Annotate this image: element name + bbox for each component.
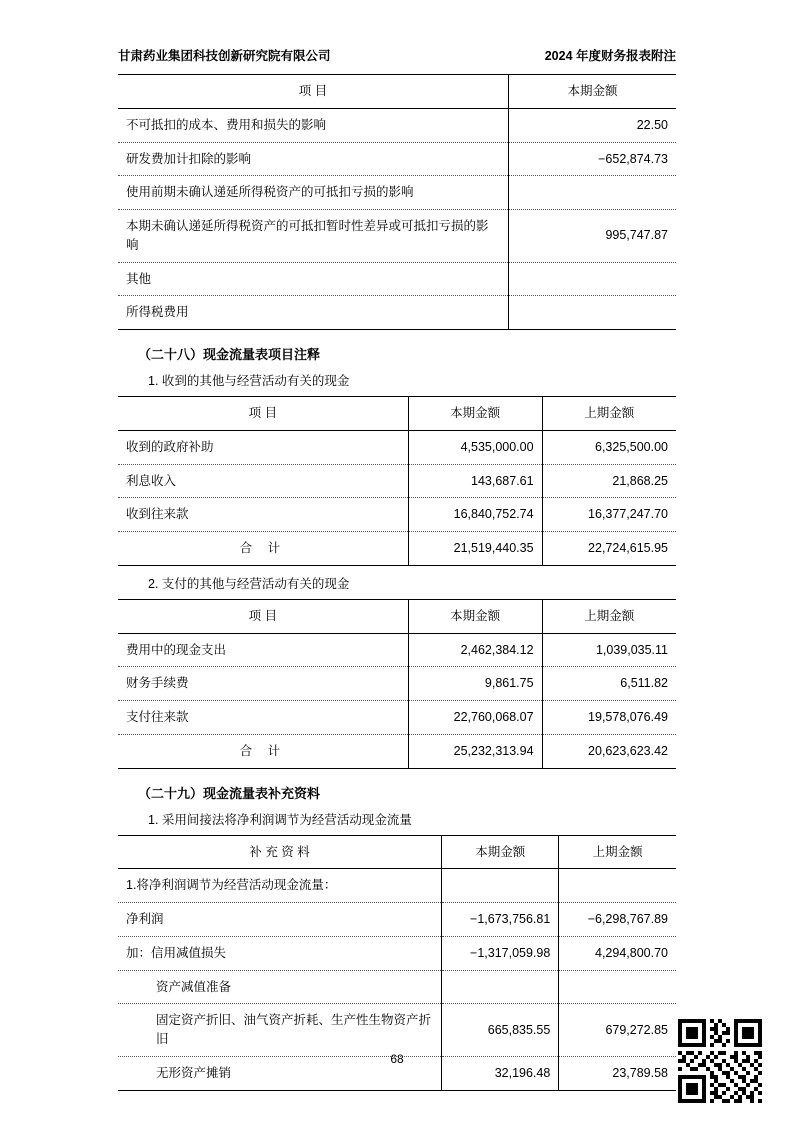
row-current-amount: 143,687.61	[408, 464, 542, 498]
other-cash-received-table	[118, 396, 676, 566]
row-item-label: 费用中的现金支出	[118, 633, 408, 667]
column-header-previous: 上期金额	[559, 835, 676, 869]
row-item-label: 财务手续费	[118, 667, 408, 701]
row-item-label: 无形资产摊销	[118, 1056, 442, 1090]
row-previous-amount	[559, 869, 676, 903]
row-item-label: 1.将净利润调节为经营活动现金流量：	[118, 869, 442, 903]
table-header-row	[118, 397, 676, 431]
qr-code	[678, 1019, 762, 1103]
table-row	[118, 701, 676, 735]
table-row	[118, 210, 676, 263]
row-previous-amount: 19,578,076.49	[542, 701, 676, 735]
total-previous-amount: 22,724,615.95	[542, 532, 676, 566]
table-row	[118, 903, 676, 937]
row-previous-amount: 6,511.82	[542, 667, 676, 701]
column-header-previous: 上期金额	[542, 397, 676, 431]
row-current-amount: 32,196.48	[442, 1056, 559, 1090]
subsection-title-28-1: 1. 收到的其他与经营活动有关的现金	[148, 374, 350, 388]
table-row	[118, 667, 676, 701]
other-cash-paid-table	[118, 599, 676, 769]
row-amount: −652,874.73	[509, 142, 676, 176]
column-header-item: 项 目	[118, 75, 509, 109]
row-previous-amount: −6,298,767.89	[559, 903, 676, 937]
row-item-label: 收到往来款	[118, 498, 408, 532]
table-row	[118, 142, 676, 176]
row-previous-amount: 6,325,500.00	[542, 430, 676, 464]
column-header-current: 本期金额	[408, 599, 542, 633]
page-header	[118, 46, 676, 68]
row-amount	[509, 176, 676, 210]
row-previous-amount: 679,272.85	[559, 1004, 676, 1057]
section-title-28: （二十八）现金流量表项目注释	[138, 347, 321, 362]
row-current-amount: 16,840,752.74	[408, 498, 542, 532]
row-item-label: 固定资产折旧、油气资产折耗、生产性生物资产折旧	[118, 1004, 442, 1057]
table-row	[118, 108, 676, 142]
row-previous-amount: 4,294,800.70	[559, 936, 676, 970]
column-header-previous: 上期金额	[542, 599, 676, 633]
total-previous-amount: 20,623,623.42	[542, 734, 676, 768]
row-current-amount: 665,835.55	[442, 1004, 559, 1057]
header-report-title: 2024 年度财务报表附注	[544, 49, 676, 63]
row-item-label: 支付往来款	[118, 701, 408, 735]
row-item-label: 不可抵扣的成本、费用和损失的影响	[118, 108, 509, 142]
table-row	[118, 296, 676, 330]
row-previous-amount: 16,377,247.70	[542, 498, 676, 532]
row-current-amount: 9,861.75	[408, 667, 542, 701]
row-current-amount	[442, 970, 559, 1004]
table-header-row	[118, 835, 676, 869]
table-row	[118, 430, 676, 464]
table-total-row	[118, 734, 676, 768]
row-item-label: 所得税费用	[118, 296, 509, 330]
subsection-title-28-2: 2. 支付的其他与经营活动有关的现金	[148, 576, 350, 591]
column-header-current: 本期金额	[408, 397, 542, 431]
table-row	[118, 970, 676, 1004]
total-current-amount: 25,232,313.94	[408, 734, 542, 768]
row-item-label: 资产减值准备	[118, 970, 442, 1004]
table-row	[118, 176, 676, 210]
table-row	[118, 633, 676, 667]
total-current-amount: 21,519,440.35	[408, 532, 542, 566]
column-header-item: 项 目	[118, 599, 408, 633]
page-number: 68	[390, 1052, 404, 1066]
table-row	[118, 1004, 676, 1057]
total-label: 合 计	[118, 532, 408, 566]
column-header-item: 项 目	[118, 397, 408, 431]
subsection-title-29-1: 1. 采用间接法将净利润调节为经营活动现金流量	[148, 812, 412, 827]
table-row	[118, 262, 676, 296]
row-item-label: 研发费加计扣除的影响	[118, 142, 509, 176]
table-header-row	[118, 599, 676, 633]
row-previous-amount: 1,039,035.11	[542, 633, 676, 667]
row-item-label: 加：信用减值损失	[118, 936, 442, 970]
table-row	[118, 464, 676, 498]
table-row	[118, 869, 676, 903]
header-company-name: 甘肃药业集团科技创新研究院有限公司	[118, 49, 331, 63]
section-title-29: （二十九）现金流量表补充资料	[138, 785, 321, 801]
row-current-amount	[442, 869, 559, 903]
row-item-label: 本期未确认递延所得税资产的可抵扣暂时性差异或可抵扣亏损的影响	[118, 210, 509, 263]
row-previous-amount	[559, 970, 676, 1004]
row-item-label: 利息收入	[118, 464, 408, 498]
row-amount: 22.50	[509, 108, 676, 142]
row-current-amount: 2,462,384.12	[408, 633, 542, 667]
page-content	[118, 46, 676, 1091]
row-amount: 995,747.87	[509, 210, 676, 263]
row-current-amount: −1,317,059.98	[442, 936, 559, 970]
income-tax-reconciliation-table	[118, 74, 676, 330]
column-header-current: 本期金额	[442, 835, 559, 869]
row-item-label: 使用前期未确认递延所得税资产的可抵扣亏损的影响	[118, 176, 509, 210]
table-total-row	[118, 532, 676, 566]
row-current-amount: −1,673,756.81	[442, 903, 559, 937]
row-item-label: 收到的政府补助	[118, 430, 408, 464]
column-header-current: 本期金额	[509, 75, 676, 109]
row-previous-amount: 21,868.25	[542, 464, 676, 498]
table-row	[118, 936, 676, 970]
row-current-amount: 4,535,000.00	[408, 430, 542, 464]
row-item-label: 其他	[118, 262, 509, 296]
row-amount	[509, 262, 676, 296]
table-row	[118, 498, 676, 532]
row-amount	[509, 296, 676, 330]
row-previous-amount: 23,789.58	[559, 1056, 676, 1090]
table-header-row	[118, 75, 676, 109]
row-item-label: 净利润	[118, 903, 442, 937]
column-header-item: 补 充 资 料	[118, 835, 442, 869]
row-current-amount: 22,760,068.07	[408, 701, 542, 735]
total-label: 合 计	[118, 734, 408, 768]
